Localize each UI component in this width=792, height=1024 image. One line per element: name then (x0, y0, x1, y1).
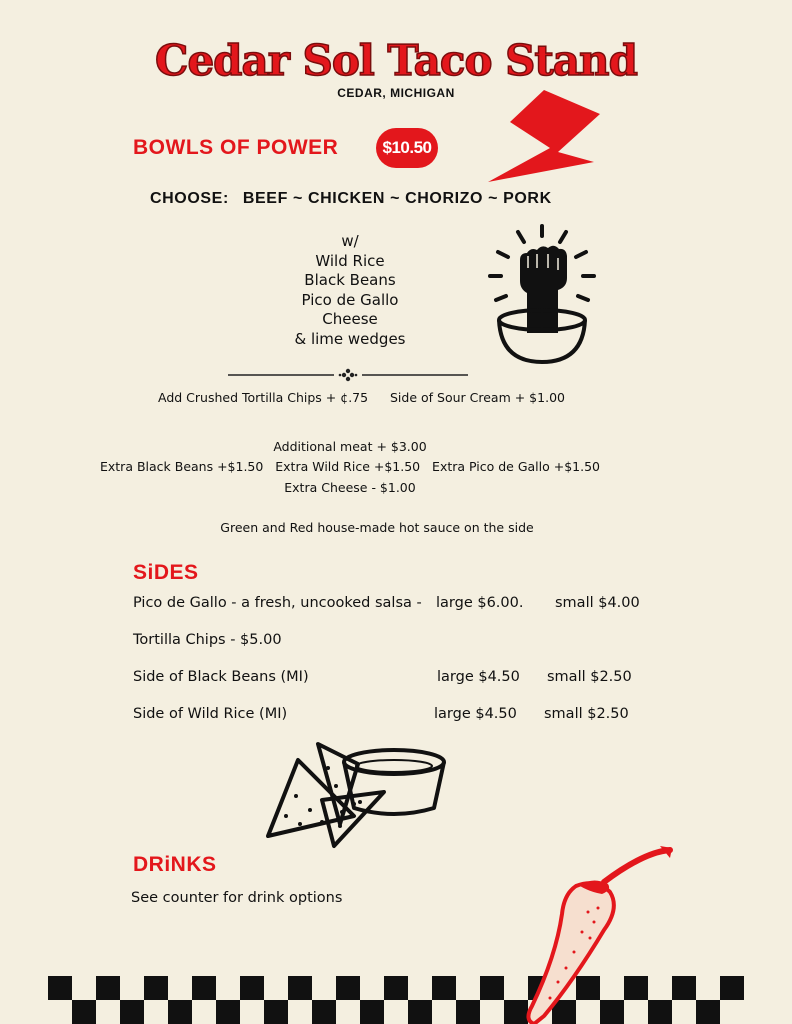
side-item-small-price: small $2.50 (544, 706, 629, 722)
addon-sour-cream: Side of Sour Cream + $1.00 (390, 390, 565, 405)
side-item-name: Pico de Gallo - a fresh, uncooked salsa - (133, 595, 422, 611)
ingredient-item: Wild Rice (315, 251, 385, 270)
side-item-large-price: large $6.00. (436, 595, 524, 611)
extras-line: Extra Black Beans +$1.50 Extra Wild Rice +$1.50 Extra Pico de Gallo +$1.50 (99, 459, 601, 474)
sides-heading: SiDES (133, 561, 199, 584)
choose-options: BEEF ~ CHICKEN ~ CHORIZO ~ PORK (242, 190, 552, 207)
ingredient-item: Pico de Gallo (301, 290, 399, 309)
drinks-note: See counter for drink options (131, 890, 343, 906)
side-item-small-price: small $2.50 (547, 669, 632, 685)
side-item-name: Side of Wild Rice (MI) (133, 706, 288, 722)
lightning-bolt-icon (482, 88, 602, 184)
choose-label: CHOOSE: (150, 190, 229, 207)
bowls-heading: BOWLS OF POWER (133, 136, 339, 159)
ingredient-item: Cheese (322, 310, 378, 329)
protein-choice-line (150, 190, 552, 208)
chips-salsa-icon (262, 738, 450, 854)
bowls-price-badge: $10.50 (376, 128, 438, 168)
extra-cheese: Extra Cheese - $1.00 (284, 480, 416, 495)
restaurant-location: CEDAR, MICHIGAN (337, 86, 455, 100)
with-label: w/ (341, 232, 359, 250)
hot-sauce-note: Green and Red house-made hot sauce on the side (220, 520, 534, 535)
restaurant-title: Cedar Sol Taco Stand (155, 36, 637, 85)
chili-pepper-icon (500, 842, 680, 1024)
side-item-name: Side of Black Beans (MI) (133, 669, 309, 685)
side-item-name: Tortilla Chips - $5.00 (133, 632, 282, 648)
drinks-heading: DRiNKS (133, 853, 217, 876)
side-item-large-price: large $4.50 (434, 706, 517, 722)
addon-chips: Add Crushed Tortilla Chips + ¢.75 (158, 390, 369, 405)
side-item-small-price: small $4.00 (555, 595, 640, 611)
extra-meat: Additional meat + $3.00 (273, 439, 427, 454)
ingredient-item: Black Beans (304, 271, 396, 290)
ornamental-divider (228, 368, 468, 382)
side-item-large-price: large $4.50 (437, 669, 520, 685)
ingredient-item: & lime wedges (294, 329, 406, 348)
bowl-ingredients-list (250, 232, 450, 350)
fist-bowl-icon (486, 224, 598, 366)
